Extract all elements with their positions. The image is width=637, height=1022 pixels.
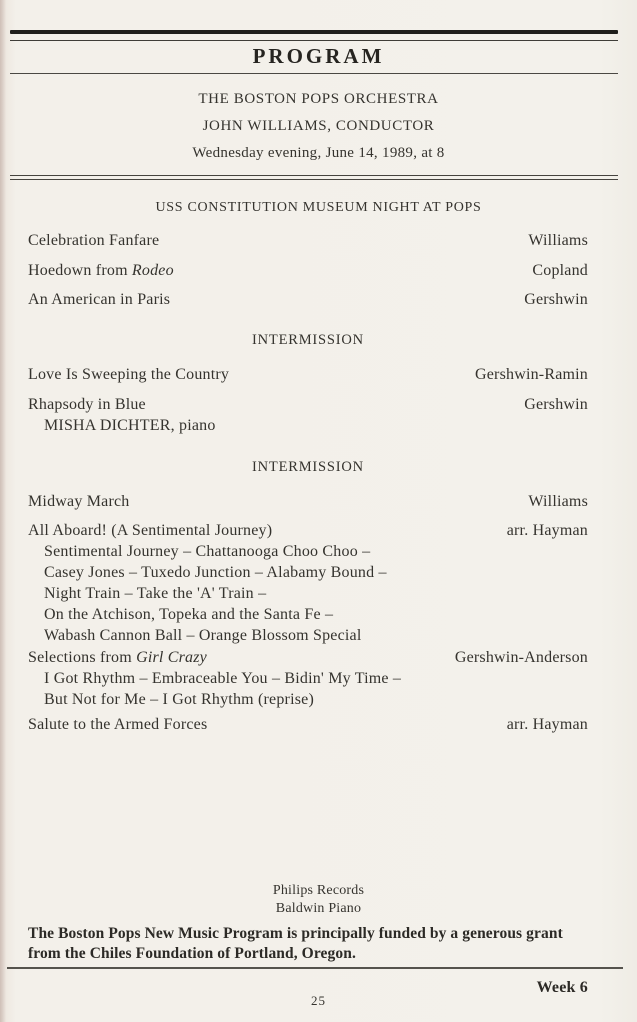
records-credit: Philips Records — [272, 883, 365, 898]
intermission-label: INTERMISSION — [252, 332, 364, 348]
title-underline-rule — [10, 73, 618, 74]
piano-credit: Baldwin Piano — [275, 901, 362, 916]
work-title: Selections from Girl Crazy — [28, 649, 207, 666]
intermission-label: INTERMISSION — [252, 459, 364, 475]
work-title: Hoedown from Rodeo — [28, 262, 174, 279]
program-work — [28, 492, 588, 512]
medley-line: Casey Jones – Tuxedo Junction – Alabamy Bound – — [44, 564, 387, 581]
conductor-name: JOHN WILLIAMS, CONDUCTOR — [202, 118, 435, 134]
work-title: Midway March — [28, 493, 130, 510]
work-composer: Gershwin-Anderson — [454, 649, 588, 666]
concert-title: USS CONSTITUTION MUSEUM NIGHT AT POPS — [155, 200, 482, 215]
program-work — [28, 715, 588, 735]
orchestra-name: THE BOSTON POPS ORCHESTRA — [198, 91, 439, 107]
work-title: Rhapsody in Blue — [28, 396, 146, 413]
work-composer: arr. Hayman — [506, 716, 588, 733]
program-work — [28, 365, 588, 385]
medley-line: Night Train – Take the 'A' Train – — [44, 585, 267, 602]
work-performer: MISHA DICHTER, piano — [44, 417, 216, 434]
work-title: Celebration Fanfare — [28, 232, 160, 249]
work-title: An American in Paris — [28, 291, 171, 308]
sponsor-credits — [0, 882, 637, 918]
work-title: Love Is Sweeping the Country — [28, 366, 230, 383]
work-title-italic: Rodeo — [131, 262, 174, 279]
funding-note: The Boston Pops New Music Program is principally funded by a generous grant from the Chiles Foundation of Portland, Oregon. — [28, 925, 563, 962]
page-number: 25 — [311, 993, 326, 1008]
week-label: Week 6 — [536, 979, 588, 996]
work-composer: Williams — [528, 232, 588, 249]
program-work — [28, 648, 588, 710]
work-title: All Aboard! (A Sentimental Journey) — [28, 522, 273, 539]
medley-line: Sentimental Journey – Chattanooga Choo Choo – — [44, 543, 371, 560]
medley-line: But Not for Me – I Got Rhythm (reprise) — [44, 691, 314, 708]
program-work — [28, 231, 588, 251]
work-title: Salute to the Armed Forces — [28, 716, 208, 733]
work-composer: Gershwin-Ramin — [474, 366, 588, 383]
medley-line: Wabash Cannon Ball – Orange Blossom Special — [44, 627, 362, 644]
medley-line: I Got Rhythm – Embraceable You – Bidin' My Time – — [44, 670, 402, 687]
medley-line: On the Atchison, Topeka and the Santa Fe – — [44, 606, 334, 623]
header-double-rule — [10, 175, 618, 180]
top-thick-rule — [10, 30, 618, 34]
work-composer: Williams — [528, 493, 588, 510]
footer-row — [0, 977, 637, 1017]
program-work — [28, 395, 588, 436]
work-title-italic: Girl Crazy — [136, 649, 207, 666]
program-list — [28, 231, 588, 735]
work-composer: Gershwin — [524, 396, 588, 413]
program-work — [28, 521, 588, 646]
program-work — [28, 290, 588, 310]
program-work — [28, 261, 588, 281]
footer-rule — [7, 967, 623, 969]
concert-date: Wednesday evening, June 14, 1989, at 8 — [192, 145, 445, 161]
work-composer: Gershwin — [524, 291, 588, 308]
page-title: PROGRAM — [252, 44, 385, 68]
top-thin-rule — [10, 40, 618, 41]
work-composer: Copland — [532, 262, 588, 279]
work-composer: arr. Hayman — [506, 522, 588, 539]
